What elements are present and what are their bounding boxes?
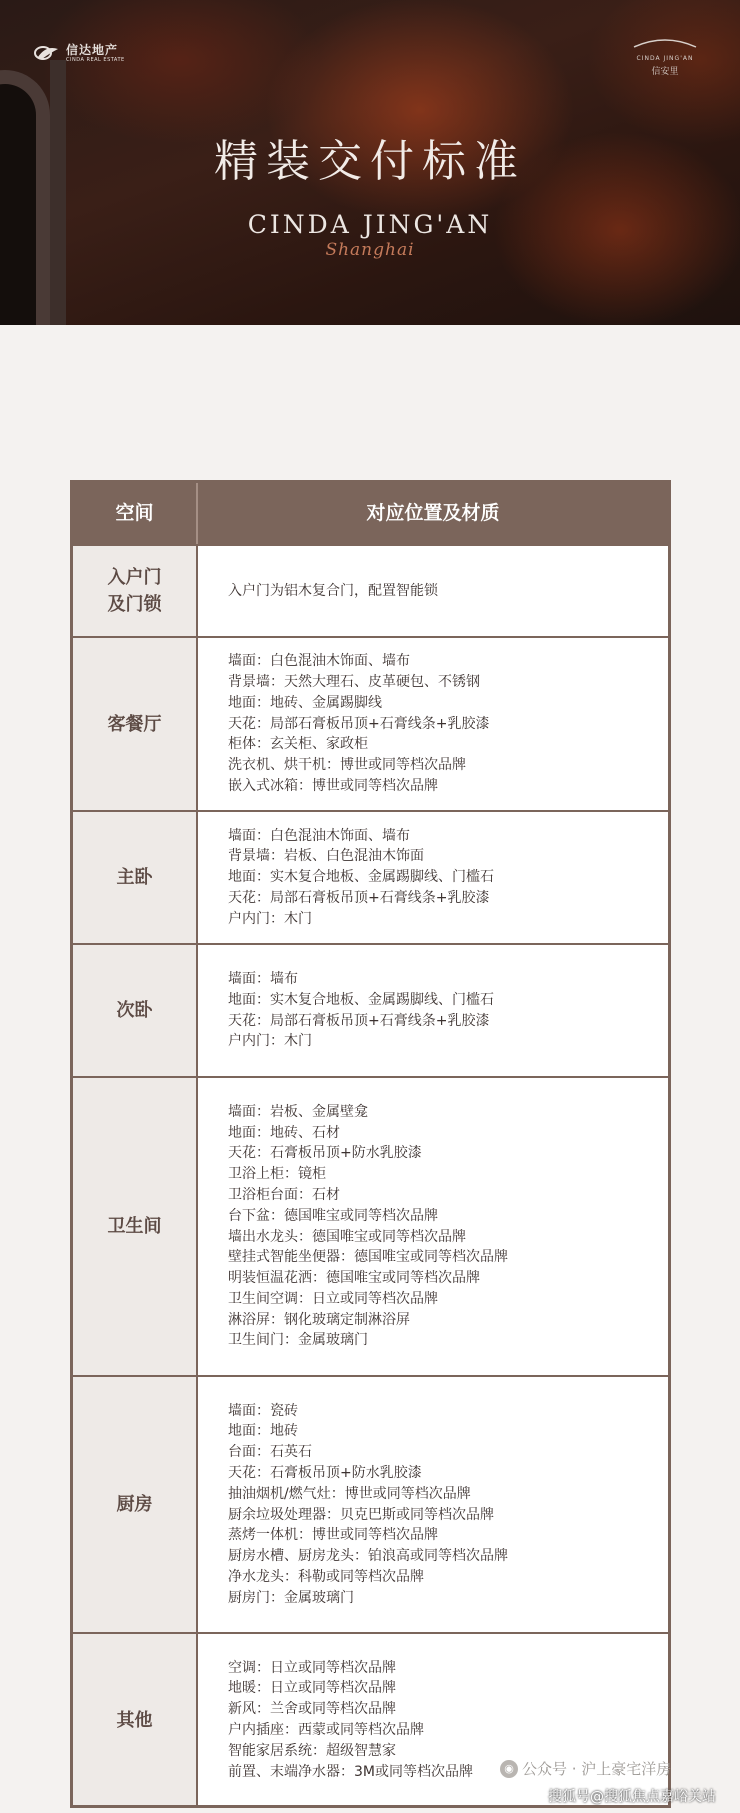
table-row: [73, 812, 668, 945]
material-cell: [198, 1377, 668, 1632]
material-item: 地面：地砖、金属踢脚线: [228, 694, 382, 711]
table-row: [73, 546, 668, 638]
material-item: 地面：地砖、石材: [228, 1124, 340, 1141]
table-header-row: [73, 483, 668, 546]
material-item: 智能家居系统：超级智慧家: [228, 1742, 396, 1759]
material-item: 卫生间空调：日立或同等档次品牌: [228, 1290, 438, 1307]
watermark-wechat: [500, 1758, 671, 1779]
space-cell: 其他: [73, 1634, 198, 1806]
brand-logo-right: [620, 34, 710, 77]
spec-table: [70, 480, 671, 1808]
material-item: 柜体：玄关柜、家政柜: [228, 736, 368, 753]
material-item: 墙面：墙布: [228, 970, 298, 987]
material-item: 卫浴上柜：镜柜: [228, 1166, 326, 1183]
hero-banner: [0, 0, 740, 325]
material-item: 天花：石膏板吊顶+防水乳胶漆: [228, 1145, 422, 1162]
material-item: 新风：兰舍或同等档次品牌: [228, 1701, 396, 1718]
material-item: 户内插座：西蒙或同等档次品牌: [228, 1722, 424, 1738]
material-item: 厨余垃圾处理器：贝克巴斯或同等档次品牌: [228, 1506, 494, 1523]
material-item: 净水龙头：科勒或同等档次品牌: [228, 1568, 424, 1585]
table-row: [73, 1634, 668, 1806]
material-item: 入户门为铝木复合门，配置智能锁: [228, 582, 438, 599]
brand-right-en: CINDA JING'AN: [636, 55, 694, 62]
material-item: 背景墙：天然大理石、皮革硬包、不锈钢: [228, 674, 480, 690]
wechat-icon: ◉: [500, 1760, 518, 1778]
material-item: 前置、末端净水器：3M或同等档次品牌: [228, 1763, 473, 1780]
material-item: 天花：局部石膏板吊顶+石膏线条+乳胶漆: [228, 889, 490, 906]
table-row: [73, 1078, 668, 1377]
material-cell: [198, 638, 668, 810]
material-item: 墙面：白色混油木饰面、墙布: [228, 827, 410, 844]
material-item: 卫浴柜台面：石材: [228, 1186, 340, 1203]
watermark-line1: 公众号 · 沪上豪宅洋房: [522, 1760, 672, 1778]
material-item: 台下盆：德国唯宝或同等档次品牌: [228, 1207, 438, 1224]
brand-left-en: CINDA REAL ESTATE: [66, 56, 125, 63]
brand-left-cn: 信达地产: [66, 42, 119, 57]
archway-decor: [0, 70, 50, 325]
material-item: 抽油烟机/燃气灶：博世或同等档次品牌: [228, 1485, 471, 1502]
material-item: 台面：石英石: [228, 1444, 312, 1461]
material-item: 天花：石膏板吊顶+防水乳胶漆: [228, 1464, 422, 1481]
material-item: 墙面：岩板、金属壁龛: [228, 1103, 368, 1120]
header-material: 对应位置及材质: [198, 483, 668, 544]
material-item: 蒸烤一体机：博世或同等档次品牌: [228, 1527, 438, 1544]
material-item: 户内门：木门: [228, 1033, 312, 1050]
space-cell: 客餐厅: [73, 638, 198, 810]
material-item: 天花：局部石膏板吊顶+石膏线条+乳胶漆: [228, 715, 490, 732]
material-item: 墙出水龙头：德国唯宝或同等档次品牌: [228, 1228, 466, 1245]
space-cell: 卫生间: [73, 1078, 198, 1375]
material-item: 嵌入式冰箱：博世或同等档次品牌: [228, 777, 438, 794]
table-row: [73, 945, 668, 1078]
leaf-logo-icon: [34, 43, 60, 63]
material-item: 淋浴屏：钢化玻璃定制淋浴屏: [228, 1311, 410, 1328]
material-item: 地面：实木复合地板、金属踢脚线、门槛石: [228, 869, 494, 886]
material-item: 地面：地砖: [228, 1423, 298, 1440]
material-item: 洗衣机、烘干机：博世或同等档次品牌: [228, 757, 466, 774]
material-item: 天花：局部石膏板吊顶+石膏线条+乳胶漆: [228, 1012, 490, 1029]
material-item: 厨房门：金属玻璃门: [228, 1589, 354, 1606]
material-item: 明装恒温花洒：德国唯宝或同等档次品牌: [228, 1270, 480, 1287]
script-signature: Shanghai: [325, 240, 415, 260]
material-item: 壁挂式智能坐便器：德国唯宝或同等档次品牌: [228, 1249, 508, 1266]
material-item: 户内门：木门: [228, 910, 312, 927]
material-item: 地面：实木复合地板、金属踢脚线、门槛石: [228, 991, 494, 1008]
material-cell: [198, 812, 668, 943]
space-cell: 入户门 及门锁: [73, 546, 198, 636]
brand-right-cn: 信安里: [651, 67, 679, 77]
material-cell: [198, 945, 668, 1076]
material-item: 墙面：白色混油木饰面、墙布: [228, 653, 410, 670]
page-title: 精装交付标准: [214, 136, 526, 187]
table-row: [73, 638, 668, 812]
arc-logo-icon: [630, 37, 700, 49]
material-item: 卫生间门：金属玻璃门: [228, 1332, 368, 1349]
material-item: 墙面：瓷砖: [228, 1402, 298, 1419]
material-item: 背景墙：岩板、白色混油木饰面: [228, 848, 424, 865]
space-cell: 厨房: [73, 1377, 198, 1632]
space-cell: 主卧: [73, 812, 198, 943]
page-subtitle: CINDA JING'AN: [247, 210, 493, 239]
brand-logo-left: [34, 40, 125, 66]
material-item: 厨房水槽、厨房龙头：铂浪高或同等档次品牌: [228, 1548, 508, 1565]
watermark-sohu: 搜狐号@搜狐焦点嘉峪关站: [548, 1789, 716, 1805]
header-space: 空间: [73, 483, 198, 544]
material-cell: [198, 1634, 668, 1806]
material-item: 地暖：日立或同等档次品牌: [228, 1680, 396, 1697]
material-cell: [198, 1078, 668, 1375]
pillar-decor: [50, 60, 66, 325]
table-row: [73, 1377, 668, 1634]
space-cell: 次卧: [73, 945, 198, 1076]
material-item: 空调：日立或同等档次品牌: [228, 1659, 396, 1676]
material-cell: [198, 546, 668, 636]
